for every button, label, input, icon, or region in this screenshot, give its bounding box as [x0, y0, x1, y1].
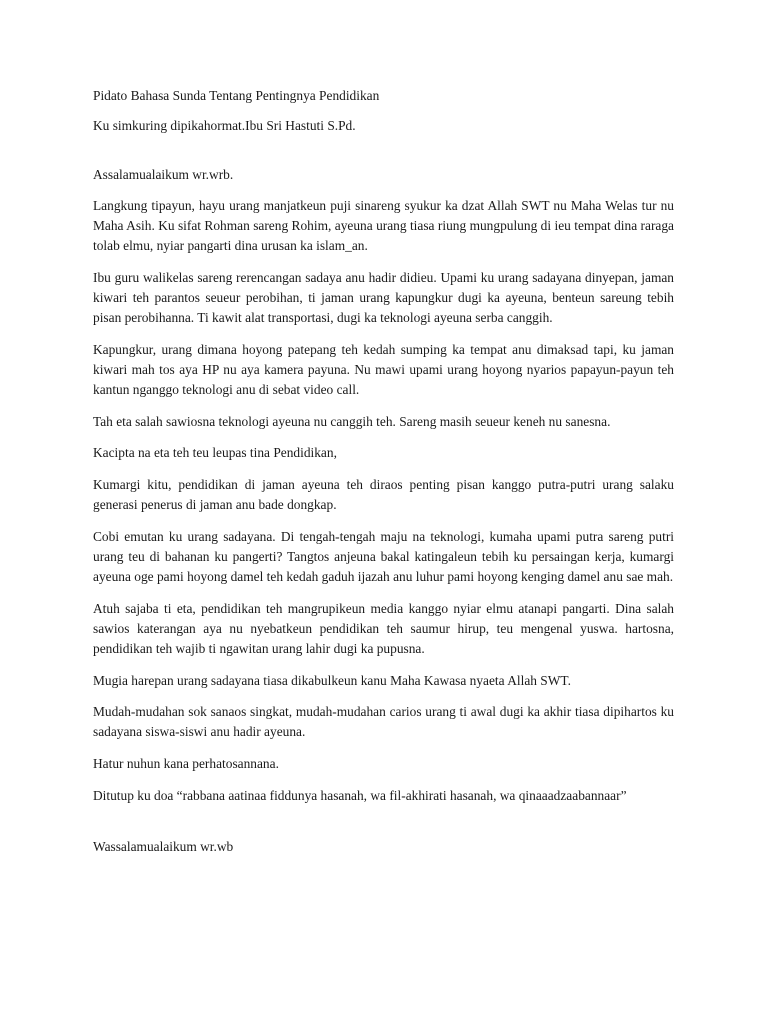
opening-greeting: Assalamualaikum wr.wrb.: [93, 167, 234, 183]
paragraph: Mudah-mudahan sok sanaos singkat, mudah-mudahan carios urang ti awal dugi ka akhir tiasa dipihartos ku sadayana siswa-siswi anu hadir ayeuna.: [93, 704, 674, 740]
paragraph: Ditutup ku doa “rabbana aatinaa fiddunya hasanah, wa fil-akhirati hasanah, wa qinaaadzaabannaar”: [93, 787, 627, 803]
paragraph: Kacipta na eta teh teu leupas tina Pendidikan,: [93, 445, 337, 461]
paragraph: Atuh sajaba ti eta, pendidikan teh mangrupikeun media kanggo nyiar elmu atanapi pangarti. Dina salah sawios katerangan aya nu nyebatkeun pendidikan teh saumur hirup, teu mengenal yuswa. hartosna, pendidikan teh wajib ti ngawitan urang lahir dugi ka pupusna.: [93, 600, 674, 656]
paragraph: Hatur nuhun kana perhatosannana.: [93, 755, 279, 771]
paragraph: Kumargi kitu, pendidikan di jaman ayeuna teh diraos penting pisan kanggo putra-putri urang salaku generasi penerus di jaman anu bade dongkap.: [93, 476, 674, 512]
paragraph: Cobi emutan ku urang sadayana. Di tengah-tengah maju na teknologi, kumaha upami putra sareng putri urang teu di bahanan ku pangerti? Tangtos anjeuna bakal katingaleun tebih ku persaingan kerja, kumargi ayeuna oge pami hoyong damel teh kedah gaduh ijazah anu luhur pami hoyong kenging damel anu sae mah.: [93, 528, 674, 584]
paragraph: Mugia harepan urang sadayana tiasa dikabulkeun kanu Maha Kawasa nyaeta Allah SWT.: [93, 672, 571, 688]
document-title: Pidato Bahasa Sunda Tentang Pentingnya Pendidikan: [93, 88, 380, 103]
closing-greeting: Wassalamualaikum wr.wb: [93, 838, 234, 854]
paragraph: Kapungkur, urang dimana hoyong patepang teh kedah sumping ka tempat anu dimaksad tapi, ku jaman kiwari mah tos aya HP nu aya kamera payuna. Nu mawi upami urang hoyong nyarios papayun-payun teh kantun nganggo teknologi anu di sebat video call.: [93, 341, 674, 398]
salutation-address: Ku simkuring dipikahormat.Ibu Sri Hastuti S.Pd.: [93, 118, 356, 134]
paragraph: Langkung tipayun, hayu urang manjatkeun puji sinareng syukur ka dzat Allah SWT nu Maha Welas tur nu Maha Asih. Ku sifat Rohman sareng Rohim, ayeuna urang tiasa riung mungpulung di ieu tempat dina raraga tolab elmu, nyiar pangarti dina urusan ka islam_an.: [93, 197, 674, 254]
paragraph: Ibu guru walikelas sareng rerencangan sadaya anu hadir didieu. Upami ku urang sadayana dinyepan, jaman kiwari teh parantos seueur perobihan, ti jaman urang kapungkur dugi ka ayeuna, benteun sareung tebih pisan perobihanna. Ti kawit alat transportasi, dugi ka teknologi ayeuna serba canggih.: [93, 269, 674, 326]
paragraph: Tah eta salah sawiosna teknologi ayeuna nu canggih teh. Sareng masih seueur keneh nu sanesna.: [93, 413, 611, 429]
document-body: [93, 86, 674, 857]
